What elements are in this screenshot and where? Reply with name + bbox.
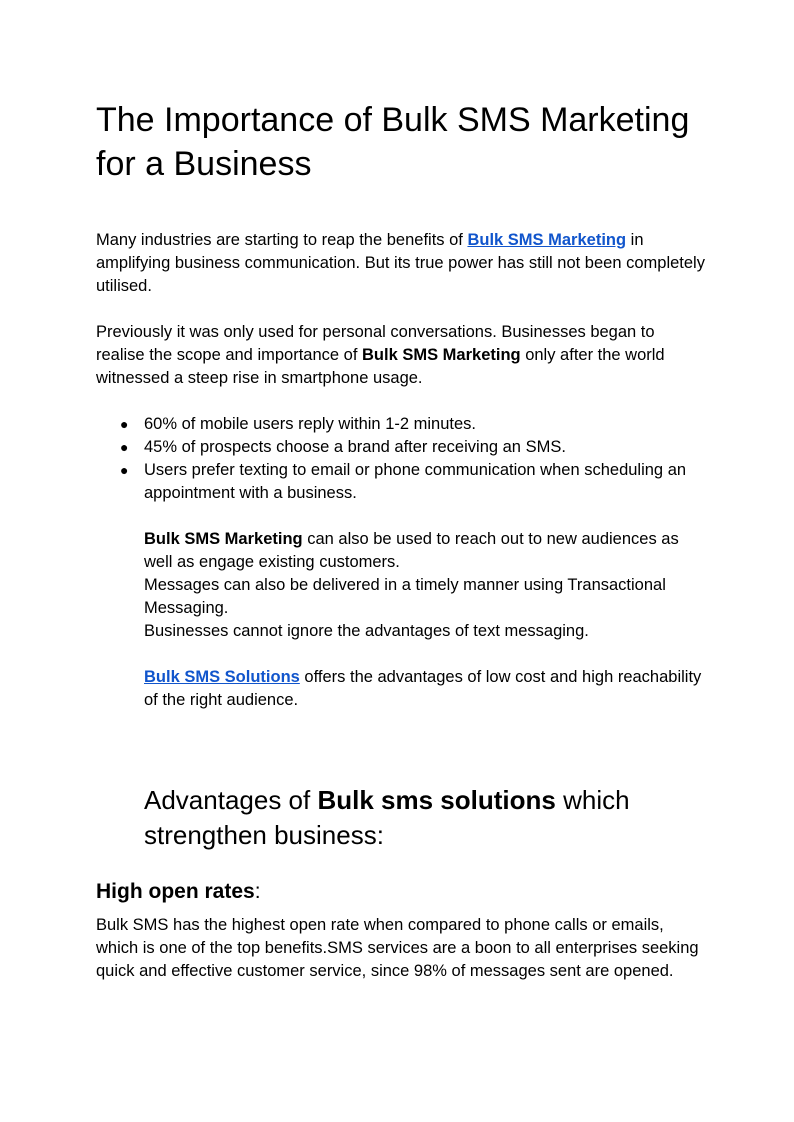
history-text-after: only after the world witnessed a steep rise in smartphone usage.: [96, 346, 665, 387]
history-paragraph: [96, 321, 706, 390]
bullet-text: Users prefer texting to email or phone communication when scheduling an appointment with a business.: [144, 461, 687, 502]
intro-paragraph: [96, 229, 706, 298]
bulk-sms-marketing-link[interactable]: Bulk SMS Marketing: [467, 231, 627, 249]
advantages-heading-before: Advantages of: [144, 785, 318, 815]
history-bold-term: Bulk SMS Marketing: [362, 346, 521, 364]
open-rates-paragraph: Bulk SMS has the highest open rate when compared to phone calls or emails, which is one of the top benefits.SMS services are a boon to all enterprises seeking quick and effective customer service, since 98% of messages sent are opened.: [96, 916, 699, 980]
advantages-heading-after: which strengthen business:: [144, 785, 630, 850]
intro-text-before: Many industries are starting to reap the benefits of: [96, 231, 468, 249]
advantages-heading: [144, 783, 704, 853]
solutions-paragraph: [144, 666, 704, 712]
advantages-heading-bold: Bulk sms solutions: [317, 785, 556, 815]
open-rates-heading: [96, 878, 261, 906]
history-text-before: Previously it was only used for personal conversations. Businesses began to realise the scope and importance of: [96, 323, 655, 364]
bullet-text: 60% of mobile users reply within 1-2 minutes.: [144, 415, 476, 433]
advantages-line: Businesses cannot ignore the advantages of text messaging.: [144, 622, 589, 640]
bullet-icon: ●: [120, 439, 129, 455]
list-item: [96, 413, 706, 436]
marketing-uses-text: can also be used to reach out to new audiences as well as engage existing customers.: [144, 530, 679, 571]
transactional-line: Messages can also be delivered in a timely manner using Transactional Messaging.: [144, 576, 666, 617]
marketing-uses-line: [144, 528, 704, 574]
bulk-sms-solutions-link[interactable]: Bulk SMS Solutions: [144, 668, 300, 686]
list-item: [96, 459, 706, 505]
intro-text-after: in amplifying business communication. But its true power has still not been completely utilised.: [96, 231, 705, 295]
list-item: [96, 436, 706, 459]
marketing-uses-bold-term: Bulk SMS Marketing: [144, 530, 303, 548]
open-rates-heading-bold: High open rates: [96, 880, 255, 903]
bullet-text: 45% of prospects choose a brand after receiving an SMS.: [144, 438, 566, 456]
solutions-text: offers the advantages of low cost and high reachability of the right audience.: [144, 668, 702, 709]
marketing-uses-paragraph: [144, 528, 704, 643]
page-title: The Importance of Bulk SMS Marketing for a Business: [96, 101, 690, 183]
bullet-icon: ●: [120, 416, 129, 432]
stats-bullet-list: [96, 413, 706, 505]
bullet-icon: ●: [120, 462, 129, 478]
open-rates-heading-colon: :: [254, 880, 261, 903]
